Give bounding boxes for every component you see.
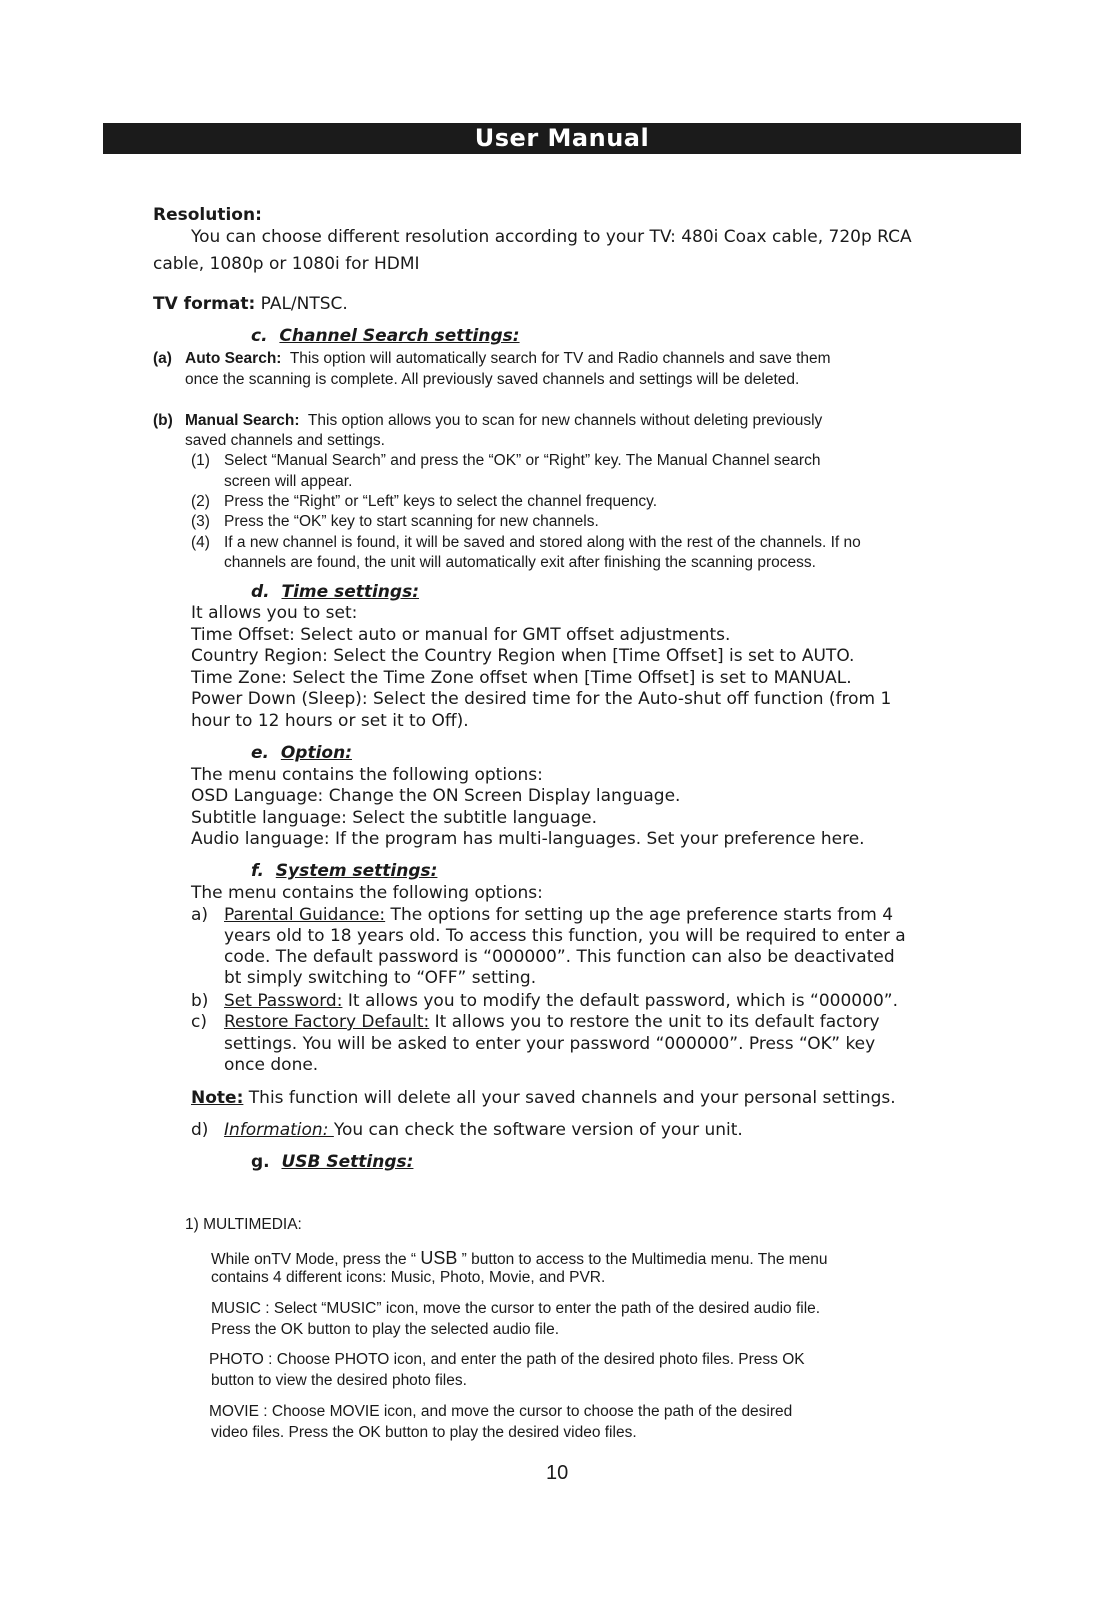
auto-search-label: Auto Search: xyxy=(185,350,282,367)
time-line: It allows you to set: xyxy=(191,603,358,623)
parental-guidance-item xyxy=(224,905,893,925)
multimedia-heading: 1) MULTIMEDIA: xyxy=(185,1216,302,1233)
channel-search-letter: c. xyxy=(251,326,268,346)
auto-search-marker: (a) xyxy=(153,350,172,367)
system-settings-letter: f. xyxy=(251,861,264,881)
tv-format xyxy=(153,294,348,314)
restore-default-text: once done. xyxy=(224,1055,319,1075)
manual-search-marker: (b) xyxy=(153,412,173,429)
usb-intro-line-2: contains 4 different icons: Music, Photo, Movie, and PVR. xyxy=(211,1269,606,1286)
tv-format-label: TV format: xyxy=(153,294,256,314)
auto-search-line-2: once the scanning is complete. All previously saved channels and settings will be deleted. xyxy=(185,371,800,388)
auto-search-text: This option will automatically search for TV and Radio channels and save them xyxy=(289,350,831,367)
movie-line-2: video files. Press the OK button to play the desired video files. xyxy=(211,1424,637,1441)
usb-intro-line-1 xyxy=(211,1248,828,1269)
step-number: (3) xyxy=(191,513,210,530)
set-password-text: It allows you to modify the default password, which is “000000”. xyxy=(342,991,898,1011)
information-item xyxy=(224,1120,743,1140)
option-line: Audio language: If the program has multi-languages. Set your preference here. xyxy=(191,829,865,849)
channel-search-heading xyxy=(251,326,520,346)
photo-line-2: button to view the desired photo files. xyxy=(211,1372,467,1389)
system-settings-heading xyxy=(251,861,437,881)
option-title: Option: xyxy=(280,743,352,763)
step-text: Select “Manual Search” and press the “OK” or “Right” key. The Manual Channel search xyxy=(224,452,821,469)
resolution-text-2: cable, 1080p or 1080i for HDMI xyxy=(153,254,420,274)
set-password-item xyxy=(224,991,898,1011)
step-text: If a new channel is found, it will be saved and stored along with the rest of the channels. If no xyxy=(224,534,861,551)
step-number: (4) xyxy=(191,534,210,551)
step-number: (1) xyxy=(191,452,210,469)
manual-search-line-1 xyxy=(185,412,822,430)
usb-letter: g. xyxy=(251,1152,270,1172)
option-line: OSD Language: Change the ON Screen Display language. xyxy=(191,786,681,806)
usb-intro-text: ” button to access to the Multimedia menu. The menu xyxy=(457,1251,828,1268)
time-settings-heading xyxy=(251,582,419,602)
time-line: hour to 12 hours or set it to Off). xyxy=(191,711,469,731)
system-intro: The menu contains the following options: xyxy=(191,883,543,903)
usb-heading xyxy=(251,1152,413,1172)
list-marker: c) xyxy=(191,1012,207,1032)
usb-title: USB Settings: xyxy=(281,1152,414,1172)
resolution-label: Resolution: xyxy=(153,205,262,225)
page-header: User Manual xyxy=(103,123,1021,154)
music-line-1: MUSIC : Select “MUSIC” icon, move the cursor to enter the path of the desired audio file. xyxy=(211,1300,821,1317)
channel-search-title: Channel Search settings: xyxy=(279,326,520,346)
option-line: Subtitle language: Select the subtitle language. xyxy=(191,808,598,828)
step-text: Press the “Right” or “Left” keys to select the channel frequency. xyxy=(224,493,658,510)
usb-intro-text: While onTV Mode, press the “ xyxy=(211,1251,421,1268)
information-label: Information: xyxy=(224,1120,334,1140)
auto-search-line-1 xyxy=(185,350,831,368)
parental-guidance-text: bt simply switching to “OFF” setting. xyxy=(224,968,537,988)
system-settings-title: System settings: xyxy=(275,861,438,881)
set-password-label: Set Password: xyxy=(224,991,343,1011)
music-line-2: Press the OK button to play the selected audio file. xyxy=(211,1321,560,1338)
resolution-text-1: You can choose different resolution according to your TV: 480i Coax cable, 720p RCA xyxy=(191,227,912,247)
page-number: 10 xyxy=(546,1462,569,1484)
parental-guidance-text: code. The default password is “000000”. This function can also be deactivated xyxy=(224,947,895,967)
time-line: Time Zone: Select the Time Zone offset when [Time Offset] is set to MANUAL. xyxy=(191,668,852,688)
option-heading xyxy=(251,743,352,763)
restore-default-text: It allows you to restore the unit to its default factory xyxy=(429,1012,880,1032)
note-label: Note: xyxy=(191,1088,244,1108)
parental-guidance-text: years old to 18 years old. To access this function, you will be required to enter a xyxy=(224,926,906,946)
parental-guidance-text: The options for setting up the age preference starts from 4 xyxy=(385,905,894,925)
option-letter: e. xyxy=(251,743,269,763)
restore-default-item xyxy=(224,1012,880,1032)
parental-guidance-label: Parental Guidance: xyxy=(224,905,386,925)
list-marker: b) xyxy=(191,991,209,1011)
manual-search-label: Manual Search: xyxy=(185,412,300,429)
note xyxy=(191,1088,896,1108)
step-text: screen will appear. xyxy=(224,473,353,490)
information-text: You can check the software version of your unit. xyxy=(333,1120,743,1140)
manual-search-text: This option allows you to scan for new channels without deleting previously xyxy=(307,412,823,429)
time-line: Time Offset: Select auto or manual for GMT offset adjustments. xyxy=(191,625,731,645)
restore-default-label: Restore Factory Default: xyxy=(224,1012,430,1032)
photo-line-1: PHOTO : Choose PHOTO icon, and enter the path of the desired photo files. Press OK xyxy=(209,1351,805,1368)
time-line: Power Down (Sleep): Select the desired time for the Auto-shut off function (from 1 xyxy=(191,689,892,709)
movie-line-1: MOVIE : Choose MOVIE icon, and move the cursor to choose the path of the desired xyxy=(209,1403,793,1420)
time-line: Country Region: Select the Country Region when [Time Offset] is set to AUTO. xyxy=(191,646,855,666)
usb-key-label: USB xyxy=(420,1248,458,1268)
option-line: The menu contains the following options: xyxy=(191,765,543,785)
time-settings-letter: d. xyxy=(251,582,270,602)
step-text: Press the “OK” key to start scanning for new channels. xyxy=(224,513,599,530)
list-marker: d) xyxy=(191,1120,209,1140)
restore-default-text: settings. You will be asked to enter your password “000000”. Press “OK” key xyxy=(224,1034,876,1054)
list-marker: a) xyxy=(191,905,209,925)
time-settings-title: Time settings: xyxy=(281,582,419,602)
step-text: channels are found, the unit will automatically exit after finishing the scanning process. xyxy=(224,554,816,571)
tv-format-value: PAL/NTSC. xyxy=(260,294,348,314)
note-text: This function will delete all your saved channels and your personal settings. xyxy=(243,1088,896,1108)
step-number: (2) xyxy=(191,493,210,510)
manual-search-line-2: saved channels and settings. xyxy=(185,432,385,449)
